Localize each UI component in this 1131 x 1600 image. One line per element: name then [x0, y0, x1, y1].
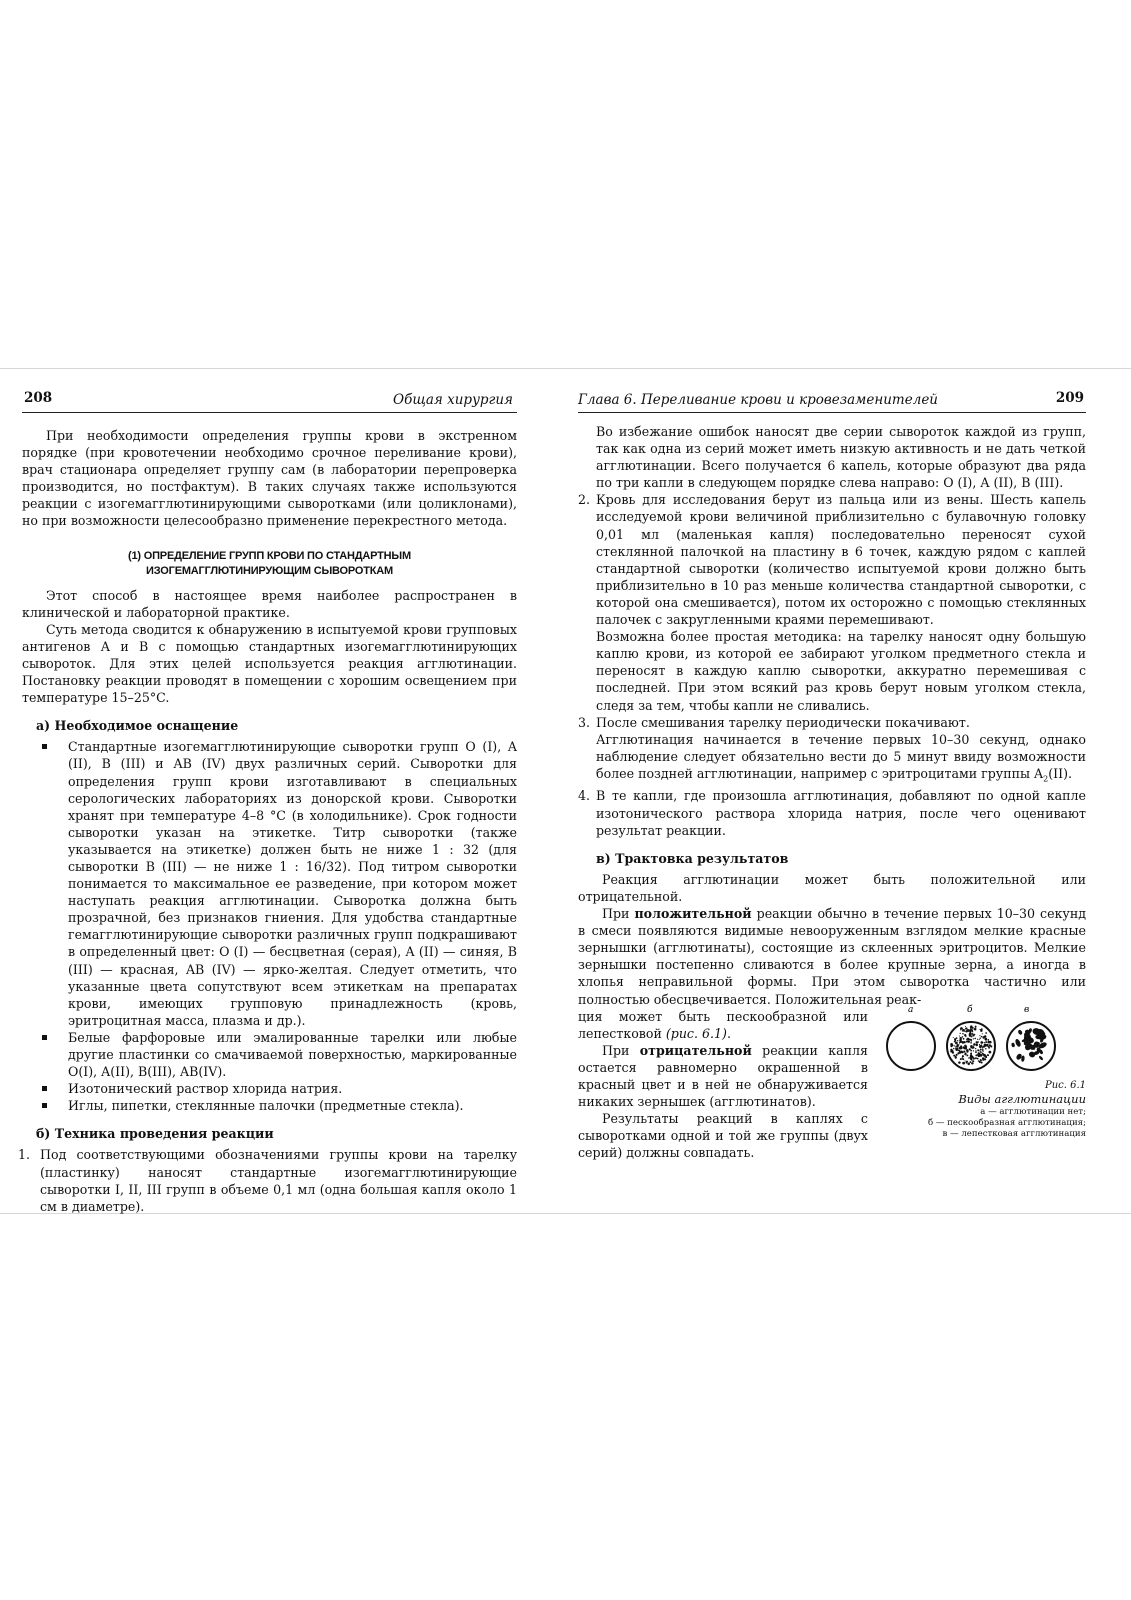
sand-grain: [962, 1047, 964, 1049]
left-running-title: Общая хирургия: [393, 392, 513, 408]
sand-grain: [962, 1057, 963, 1058]
sand-grain: [960, 1032, 961, 1033]
sand-grain: [973, 1045, 974, 1046]
sand-grain: [971, 1055, 973, 1057]
sand-grain: [980, 1046, 981, 1047]
step-1: [18, 1146, 517, 1214]
right-page: [578, 390, 1086, 1161]
sand-grain: [952, 1051, 954, 1053]
left-page: [18, 390, 517, 1215]
sand-grain: [973, 1050, 974, 1051]
sand-grain: [965, 1052, 967, 1054]
sand-grain: [979, 1037, 980, 1038]
paragraph-method-prevalence: Этот способ в настоящее время наиболее распространен в клинической и лабораторной практике.: [22, 587, 517, 620]
sand-grain: [957, 1040, 958, 1041]
figure-legend-item: б — пескообразная агглютинация;: [927, 1117, 1086, 1128]
sand-grain: [975, 1054, 977, 1056]
step-3-extra-end: (II).: [1048, 765, 1072, 781]
section-title: [82, 549, 457, 579]
sand-grain: [973, 1058, 974, 1059]
step-1-text: Под соответствующими обозначениями группы крови на тарелку (пластинку) наносят стандартные изогемагглютинирующие сыворотки I, II, III групп в объеме 0,1 мл (одна большая капля около 1 см в диаметре).: [40, 1147, 517, 1214]
sand-grain: [972, 1031, 973, 1032]
sand-grain: [966, 1041, 968, 1043]
sand-grain: [970, 1061, 971, 1062]
figure-label-a: а: [908, 1004, 914, 1015]
sand-grain: [959, 1043, 960, 1044]
sand-grain: [966, 1054, 968, 1056]
sand-grain: [979, 1035, 980, 1036]
sand-grain: [970, 1042, 972, 1044]
sand-grain: [984, 1042, 985, 1043]
sand-grain: [971, 1062, 973, 1064]
sand-grain: [950, 1043, 953, 1046]
sand-grain: [965, 1030, 967, 1032]
step-1-number: 1.: [18, 1147, 31, 1163]
sand-grain: [971, 1046, 973, 1048]
sand-grain: [976, 1043, 978, 1045]
technique-steps-right: [578, 491, 1086, 838]
sand-grain: [977, 1053, 979, 1055]
no-agglutination-drop: [887, 1022, 935, 1070]
sand-grain: [955, 1055, 957, 1057]
sand-grain: [983, 1053, 984, 1054]
result-2-rest: реакции обычно в течение первых 10–30 секунд в смеси появляются видимые невооруженным взглядом мелкие красные зернышки (агглютинаты), состоящие из склеенных эритроцитов. Мелкие зернышки постепенно сливаются в более крупные зерна, а иногда в хлопья неправильной формы. При этом сыворотка частично или полностью обесцвечивается. Положительная реак-: [578, 906, 1086, 1007]
top-scan-edge: [0, 368, 1131, 369]
step-2-text: Кровь для исследования берут из пальца или из вены. Шесть капель исследуемой крови величиной приблизительно с булавочную головку 0,01 мл (маленькая капля) последовательно переносят сухой стеклянной палочкой на пластину в 6 точек, каждую рядом с каплей стандартной сыворотки (количество испытуемой крови должно быть приблизительно в 10 раз меньше количества стандартной сыворотки, с которой она смешивается), потом их осторожно с помощью стеклянных палочек с закругленными краями перемешивают.: [596, 492, 1086, 628]
result-3-end: .: [726, 1025, 731, 1041]
result-4-negative-term: отрицательной: [639, 1042, 752, 1058]
result-4-start: При: [602, 1042, 640, 1058]
result-4-rest: реакции капля остается равномерно окрашенной в красный цвет и в ней не обнаруживается никаких зернышек (агглютинатов).: [578, 1042, 868, 1110]
sand-grain: [975, 1050, 976, 1051]
step-3-extra: [596, 731, 1086, 788]
sand-grain: [987, 1039, 989, 1041]
figure-reference: (рис. 6.1): [665, 1025, 727, 1041]
sand-grain: [977, 1057, 979, 1059]
sand-grain: [953, 1048, 955, 1050]
step-3-number: 3.: [578, 714, 591, 730]
sand-grain: [957, 1044, 959, 1046]
sand-grain: [965, 1026, 966, 1027]
step-4-number: 4.: [578, 788, 591, 804]
sand-grain: [971, 1035, 973, 1037]
step-3: [578, 714, 1086, 788]
sand-grain: [980, 1041, 983, 1044]
step-2: [578, 491, 1086, 713]
sand-grain: [983, 1045, 985, 1047]
sand-grain: [982, 1049, 984, 1051]
sand-grain: [962, 1033, 963, 1034]
sand-grain: [969, 1048, 970, 1049]
sand-grain: [962, 1036, 964, 1038]
sand-grain: [979, 1044, 980, 1045]
sand-grain: [970, 1038, 972, 1040]
sand-grain: [970, 1049, 972, 1051]
section-title-line-1: (1) ОПРЕДЕЛЕНИЕ ГРУПП КРОВИ ПО СТАНДАРТНЫМ: [128, 549, 411, 562]
subheading-equipment: а) Необходимое оснащение: [36, 718, 239, 734]
subheading-interpretation: в) Трактовка результатов: [596, 850, 789, 866]
figure-side-text: [578, 1008, 868, 1162]
figure-legend: [876, 1107, 1086, 1140]
sand-grain: [960, 1040, 961, 1041]
sand-grain: [982, 1058, 984, 1060]
sand-grain: [963, 1050, 965, 1052]
right-page-number: 209: [1055, 390, 1084, 406]
sand-grain: [956, 1053, 958, 1055]
figure-caption: [876, 1080, 1086, 1107]
intro-paragraph: При необходимости определения группы крови в экстренном порядке (при кровотечении необходимо срочное переливание крови), врач стационара определяет группу сам (в лаборатории перепроверка производится, но постфактум). В таких случаях также используются реакции с изогемагглютинирующими сыворотками (или цоликлонами), но при возможности целесообразно применение перекрестного метода.: [22, 428, 517, 529]
sand-grain: [980, 1048, 982, 1050]
sand-grain: [973, 1038, 974, 1039]
sand-grain: [975, 1025, 976, 1026]
sand-grain: [965, 1046, 966, 1047]
sand-grain: [969, 1034, 970, 1035]
paragraph-result-4: [578, 1042, 868, 1110]
sand-grain: [958, 1061, 960, 1063]
sand-grain: [955, 1046, 956, 1047]
subheading-technique: б) Техника проведения реакции: [36, 1126, 274, 1142]
sand-grain: [987, 1045, 988, 1046]
sand-grain: [954, 1045, 955, 1046]
sand-grain: [975, 1051, 977, 1053]
figure-legend-item: а — агглютинации нет;: [980, 1106, 1086, 1117]
sand-grain: [988, 1054, 989, 1055]
list-item: Белые фарфоровые или эмалированные тарелки или любые другие пластинки со смачиваемой поверхностью, маркированные O(I), A(II), B(III), AB(IV).: [68, 1029, 517, 1080]
list-item: Стандартные изогемагглютинирующие сыворотки групп O (I), A (II), B (III) и AB (IV) двух различных серий. Сыворотки для определения групп крови изготавливают в специальных серологических лабораториях из донорской крови. Сыворотки хранят при температуре 4–8 °C (в холодильнике). Срок годности сыворотки указан на этикетке. Титр сыворотки (также указывается на этикетке) должен быть не ниже 1 : 32 (для сыворотки B (III) — не ниже 1 : 16/32). Под титром сыворотки понимается то максимальное ее разведение, при котором может наступать реакция агглютинации. Сыворотка должна быть прозрачной, без признаков гниения. Для удобства стандартные гемагглютинирующие сыворотки различных групп подкрашивают в определенный цвет: O (I) — бесцветная (серая), A (II) — синяя, B (III) — красная, AB (IV) — ярко-желтая. Следует отметить, что указанные цвета сопутствуют всем этикеткам на препаратах крови, имеющих групповую принадлежность (кровь, эритроцитная масса, плазма и др.).: [68, 739, 517, 1028]
sand-grain: [966, 1060, 968, 1062]
sand-grain: [956, 1037, 958, 1039]
sand-grain: [985, 1032, 987, 1034]
sand-grain: [962, 1041, 965, 1044]
left-page-number: 208: [24, 390, 53, 406]
sand-grain: [982, 1033, 983, 1034]
sand-grain: [989, 1047, 990, 1048]
result-2-positive-term: положительной: [634, 906, 752, 922]
paragraph-result-1: Реакция агглютинации может быть положительной или отрицательной.: [578, 871, 1086, 904]
sand-grain: [976, 1041, 978, 1043]
agglutination-drawing: [886, 1002, 1086, 1080]
sand-grain: [979, 1039, 980, 1040]
step-4: [578, 787, 1086, 838]
sand-grain: [986, 1056, 987, 1057]
sand-grain: [967, 1040, 970, 1043]
step-3-extra-main: Агглютинация начинается в течение первых 10–30 секунд, однако наблюдение следует обязательно вести до 5 минут ввиду возможности более поздней агглютинации, например с эритроцитами группы A: [596, 731, 1086, 781]
sand-grain: [984, 1037, 987, 1040]
right-running-title: Глава 6. Переливание крови и кровезаменителей: [578, 392, 938, 408]
sand-grain: [971, 1026, 973, 1028]
sand-grain: [972, 1034, 974, 1036]
sand-grain: [971, 1045, 973, 1047]
sand-grain: [981, 1054, 983, 1056]
sand-grain: [989, 1041, 990, 1042]
sand-grain: [962, 1027, 963, 1028]
step-2-extra: Возможна более простая методика: на тарелку наносят одну большую каплю крови, из которой ее забирают уголком предметного стекла и переносят в каждую каплю сыворотки, аккуратно перемешивая с последней. При этом всякий раз кровь берут новым уголком стекла, следя за тем, чтобы капли не сливались.: [596, 629, 1086, 713]
sand-grain: [985, 1048, 987, 1050]
figure-legend-item: в — лепестковая агглютинация: [942, 1128, 1086, 1139]
paragraph-result-5: Результаты реакций в каплях с сыворотками одной и той же группы (двух серий) должны совпадать.: [578, 1111, 868, 1161]
list-item: Иглы, пипетки, стеклянные палочки (предметные стекла).: [68, 1097, 517, 1114]
sand-grain: [950, 1048, 952, 1050]
sand-grain: [978, 1050, 979, 1051]
sand-grain: [959, 1035, 960, 1036]
sand-grain: [985, 1040, 986, 1041]
figure-area: [578, 1004, 1086, 1162]
result-2-start: При: [602, 906, 635, 922]
paragraph-result-2: [578, 905, 1086, 1008]
sand-grain: [955, 1047, 957, 1049]
figure-drawing: [876, 1002, 1086, 1080]
sand-grain: [974, 1037, 976, 1039]
sand-grain: [965, 1027, 967, 1029]
figure-label-b: б: [967, 1004, 973, 1015]
sand-grain: [987, 1044, 988, 1045]
sand-grain: [962, 1029, 965, 1032]
sand-grain: [975, 1057, 977, 1059]
sand-grain: [967, 1037, 970, 1040]
sand-grain: [971, 1033, 973, 1035]
result-3-start: ция может быть пескообразной или лепестковой: [578, 1008, 868, 1041]
figure-label-c: в: [1024, 1004, 1030, 1015]
paragraph-method-essence: Суть метода сводится к обнаружению в испытуемой крови групповых антигенов А и В с помощью стандартных изогемагглютинирующих сывороток. Для этих целей используется реакция агглютинации. Постановку реакции проводят в помещении с хорошим освещением при температуре 15–25°C.: [22, 621, 517, 706]
sand-grain: [982, 1036, 984, 1038]
sand-grain: [968, 1057, 970, 1059]
sand-grain: [980, 1029, 982, 1031]
sand-grain: [963, 1038, 965, 1040]
step-2-number: 2.: [578, 492, 591, 508]
paragraph-result-3: [578, 1008, 868, 1042]
sand-grain: [989, 1050, 992, 1053]
sand-grain: [967, 1062, 970, 1065]
section-title-line-2: ИЗОГЕМАГГЛЮТИНИРУЮЩИМ СЫВОРОТКАМ: [146, 564, 393, 577]
technique-steps-left: [18, 1146, 517, 1214]
equipment-list: [22, 738, 517, 1114]
sand-grain: [982, 1051, 983, 1052]
step-3-text: После смешивания тарелку периодически покачивают.: [596, 714, 970, 730]
sand-grain: [962, 1055, 964, 1057]
right-running-header: [578, 390, 1086, 413]
sand-grain: [981, 1061, 983, 1063]
sand-grain: [972, 1060, 974, 1062]
sand-grain: [981, 1052, 982, 1053]
sand-grain: [960, 1046, 961, 1047]
figure-6-1: [876, 1002, 1086, 1140]
sand-grain: [953, 1037, 954, 1038]
sand-grain: [961, 1037, 962, 1038]
sand-grain: [978, 1060, 980, 1062]
sand-grain: [973, 1043, 976, 1046]
list-item: Изотонический раствор хлорида натрия.: [68, 1080, 517, 1097]
sand-grain: [990, 1045, 992, 1047]
step-3-extra-subscript: 2: [1043, 774, 1049, 784]
sand-grain: [960, 1058, 962, 1060]
sand-grain: [980, 1059, 982, 1061]
step-4-text: В те капли, где произошла агглютинация, добавляют по одной капле изотонического раствора хлорида натрия, после чего оценивают результат реакции.: [596, 788, 1086, 838]
figure-caption-title: Виды агглютинации: [958, 1091, 1086, 1106]
sand-grain: [959, 1051, 961, 1053]
sand-grain: [977, 1038, 978, 1039]
sand-grain: [970, 1053, 972, 1055]
left-running-header: [22, 390, 517, 413]
sand-grain: [981, 1036, 982, 1037]
sand-grain: [964, 1034, 966, 1036]
continuation-paragraph: Во избежание ошибок наносят две серии сывороток каждой из групп, так как одна из серий может иметь низкую активность и не дать четкой агглютинации. Всего получается 6 капель, которые образуют два ряда по три капли в следующем порядке слева направо: O (I), A (II), B (III).: [596, 424, 1086, 491]
sand-grain: [966, 1050, 968, 1052]
sand-grain: [962, 1061, 965, 1064]
sand-grain: [965, 1060, 966, 1061]
sand-grain: [975, 1048, 976, 1049]
sand-grain: [954, 1040, 956, 1042]
sand-grain: [961, 1051, 963, 1053]
sand-grain: [974, 1028, 977, 1031]
figure-caption-number: Рис. 6.1: [1044, 1079, 1086, 1091]
